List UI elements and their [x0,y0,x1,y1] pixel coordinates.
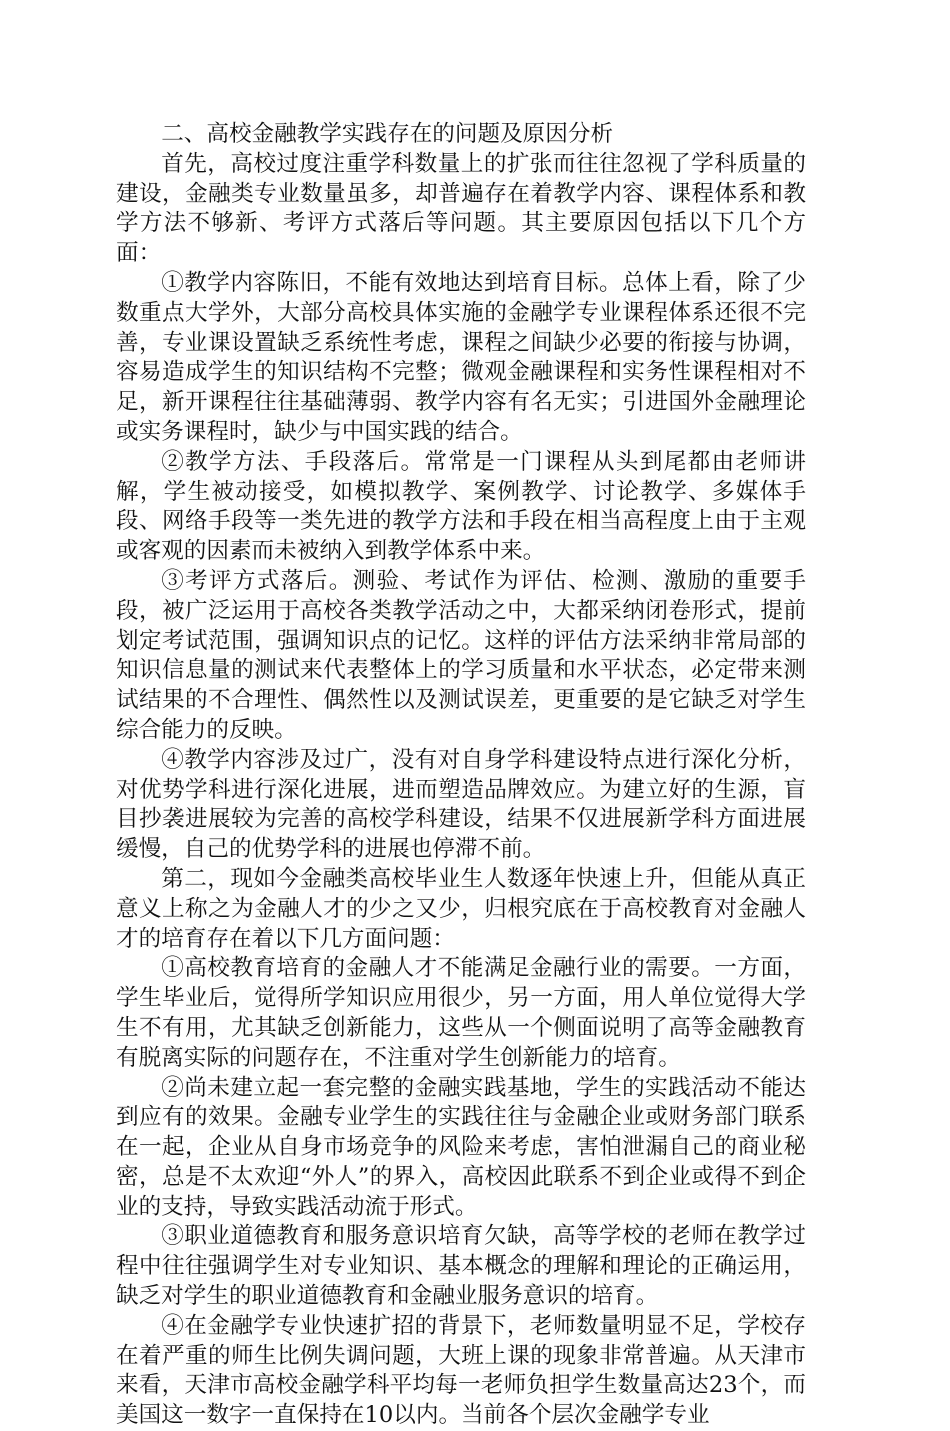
paragraph: 第二，现如今金融类高校毕业生人数逐年快速上升，但能从真正意义上称之为金融人才的少之又少，归根究底在于高校教育对金融人才的培育存在着以下几方面问题： [116,865,806,952]
paragraph: ④在金融学专业快速扩招的背景下，老师数量明显不足，学校存在着严重的师生比例失调问题，大班上课的现象非常普遍。从天津市来看，天津市高校金融学科平均每一老师负担学生数量高达23个，而美国这一数字一直保持在10以内。当前各个层次金融学专业 [116,1312,806,1429]
paragraph: ①教学内容陈旧，不能有效地达到培育目标。总体上看，除了少数重点大学外，大部分高校具体实施的金融学专业课程体系还很不完善，专业课设置缺乏系统性考虑，课程之间缺少必要的衔接与协调，容易造成学生的知识结构不完整；微观金融课程和实务性课程相对不足，新开课程往往基础薄弱、教学内容有名无实；引进国外金融理论或实务课程时，缺少与中国实践的结合。 [116,269,806,445]
paragraph: 首先，高校过度注重学科数量上的扩张而往往忽视了学科质量的建设，金融类专业数量虽多，却普遍存在着教学内容、课程体系和教学方法不够新、考评方式落后等问题。其主要原因包括以下几个方面： [116,150,806,267]
paragraph: ②教学方法、手段落后。常常是一门课程从头到尾都由老师讲解，学生被动接受，如模拟教学、案例教学、讨论教学、多媒体手段、网络手段等一类先进的教学方法和手段在相当高程度上由于主观或客观的因素而未被纳入到教学体系中来。 [116,448,806,565]
paragraph: ②尚未建立起一套完整的金融实践基地，学生的实践活动不能达到应有的效果。金融专业学生的实践往往与金融企业或财务部门联系在一起，企业从自身市场竞争的风险来考虑，害怕泄漏自己的商业秘密，总是不太欢迎“外人”的界入，高校因此联系不到企业或得不到企业的支持，导致实践活动流于形式。 [116,1074,806,1220]
document-body [116,120,806,1431]
paragraph: ①高校教育培育的金融人才不能满足金融行业的需要。一方面，学生毕业后，觉得所学知识应用很少，另一方面，用人单位觉得大学生不有用，尤其缺乏创新能力，这些从一个侧面说明了高等金融教育有脱离实际的问题存在，不注重对学生创新能力的培育。 [116,955,806,1071]
paragraph: ③考评方式落后。测验、考试作为评估、检测、激励的重要手段，被广泛运用于高校各类教学活动之中，大都采纳闭卷形式，提前划定考试范围，强调知识点的记忆。这样的评估方法采纳非常局部的知识信息量的测试来代表整体上的学习质量和水平状态，必定带来测试结果的不合理性、偶然性以及测试误差，更重要的是它缺乏对学生综合能力的反映。 [116,567,806,743]
paragraph: ④教学内容涉及过广，没有对自身学科建设特点进行深化分析，对优势学科进行深化进展，进而塑造品牌效应。为建立好的生源，盲目抄袭进展较为完善的高校学科建设，结果不仅进展新学科方面进展缓慢，自己的优势学科的进展也停滞不前。 [116,746,806,863]
paragraph: ③职业道德教育和服务意识培育欠缺，高等学校的老师在教学过程中往往强调学生对专业知识、基本概念的理解和理论的正确运用，缺乏对学生的职业道德教育和金融业服务意识的培育。 [116,1223,806,1310]
section-heading: 二、高校金融教学实践存在的问题及原因分析 [161,121,614,147]
